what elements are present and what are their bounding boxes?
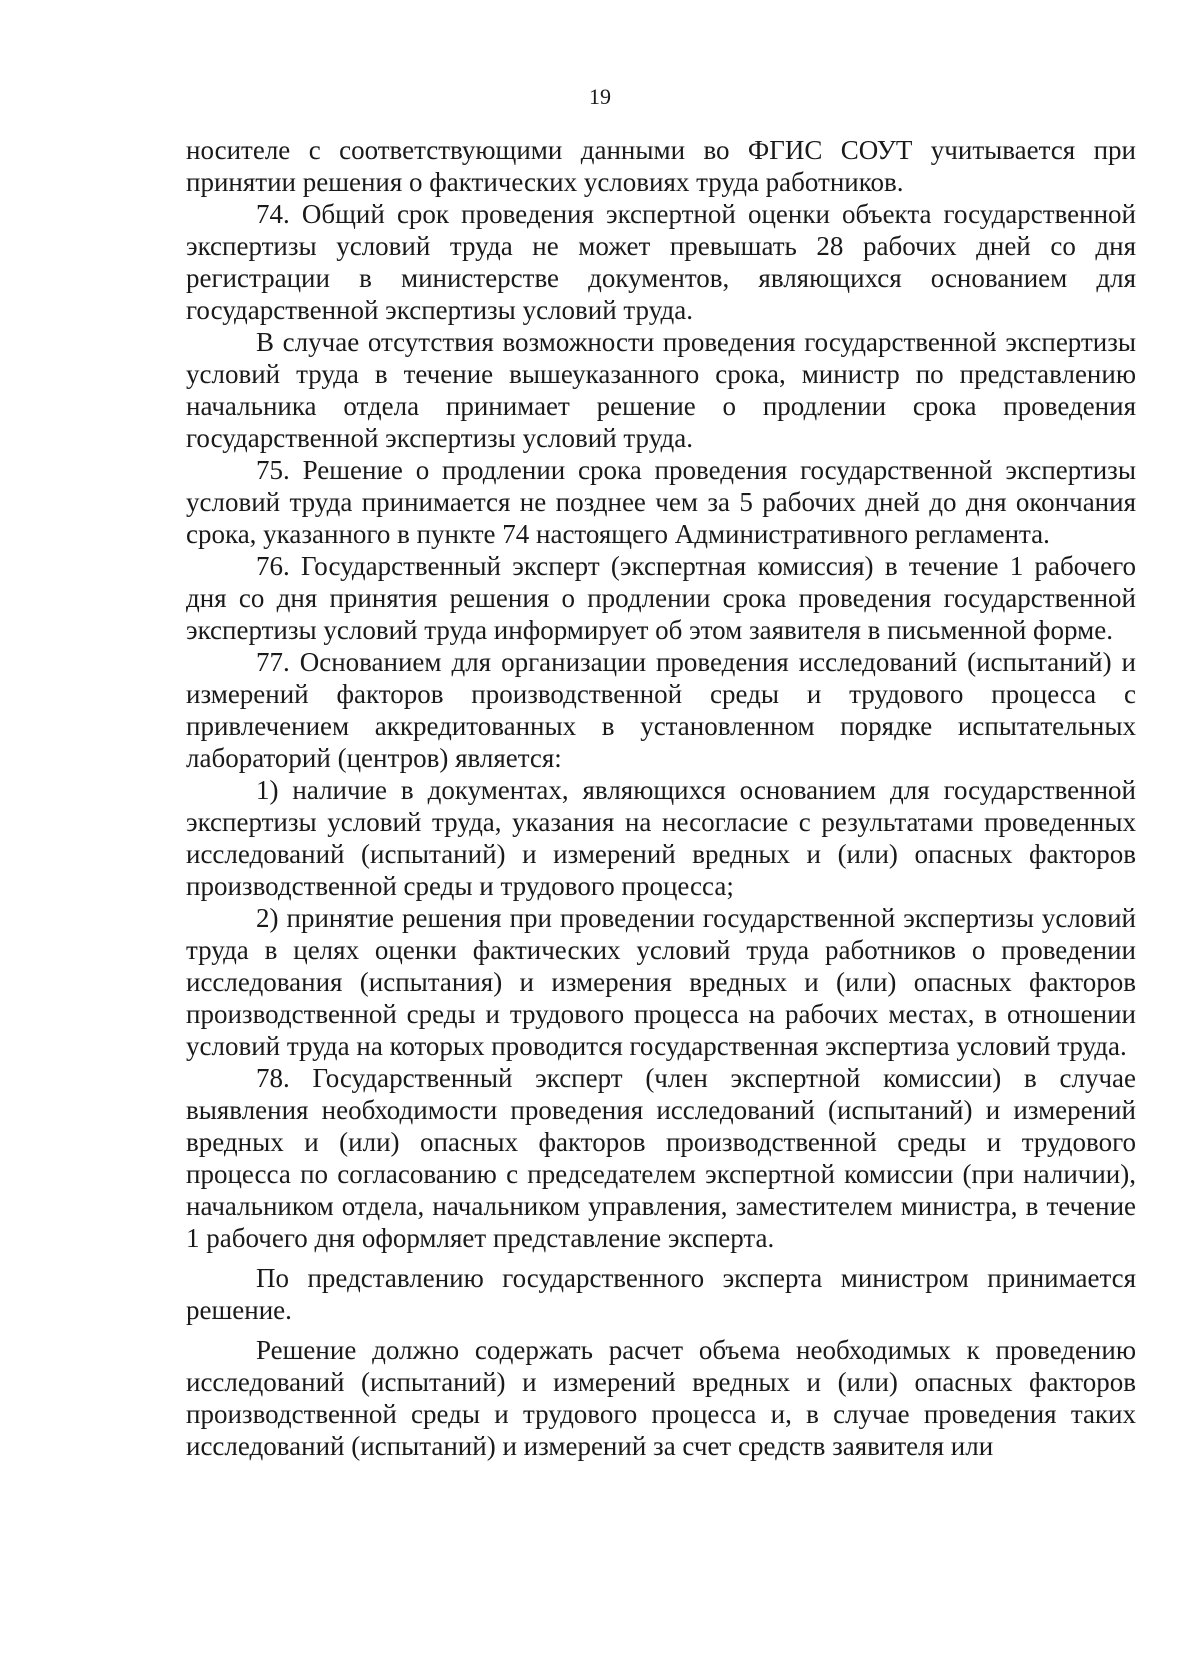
- paragraph-75: 75. Решение о продлении срока проведения государственной экспертизы условий труда принимается не позднее чем за 5 рабочих дней до дня окончания срока, указанного в пункте 74 настоящего Административного регламента.: [186, 455, 1136, 549]
- paragraph-77-item-1: 1) наличие в документах, являющихся основанием для государственной экспертизы условий труда, указания на несогласие с результатами проведенных исследований (испытаний) и измерений вредных и (или) опасных факторов производственной среды и трудового процесса;: [186, 775, 1136, 901]
- paragraph-76: 76. Государственный эксперт (экспертная комиссия) в течение 1 рабочего дня со дня принятия решения о продлении срока проведения государственной экспертизы условий труда информирует об этом заявителя в письменной форме.: [186, 551, 1136, 645]
- paragraph-continuation: носителе с соответствующими данными во ФГИС СОУТ учитывается при принятии решения о фактических условиях труда работников.: [186, 135, 1136, 197]
- document-body: [186, 134, 1136, 1462]
- paragraph-78-decision-content: Решение должно содержать расчет объема необходимых к проведению исследований (испытаний) и измерений вредных и (или) опасных факторов производственной среды и трудового процесса и, в случае проведения таких исследований (испытаний) и измерений за счет средств заявителя или: [186, 1335, 1136, 1461]
- paragraph-77-item-2: 2) принятие решения при проведении государственной экспертизы условий труда в целях оценки фактических условий труда работников о проведении исследования (испытания) и измерения вредных и (или) опасных факторов производственной среды и трудового процесса на рабочих местах, в отношении условий труда на которых проводится государственная экспертиза условий труда.: [186, 903, 1136, 1061]
- paragraph-74: 74. Общий срок проведения экспертной оценки объекта государственной экспертизы условий труда не может превышать 28 рабочих дней со дня регистрации в министерстве документов, являющихся основанием для государственной экспертизы условий труда.: [186, 199, 1136, 325]
- paragraph-77: 77. Основанием для организации проведения исследований (испытаний) и измерений факторов производственной среды и трудового процесса с привлечением аккредитованных в установленном порядке испытательных лабораторий (центров) является:: [186, 647, 1136, 773]
- paragraph-78: 78. Государственный эксперт (член экспертной комиссии) в случае выявления необходимости проведения исследований (испытаний) и измерений вредных и (или) опасных факторов производственной среды и трудового процесса по согласованию с председателем экспертной комиссии (при наличии), начальником отдела, начальником управления, заместителем министра, в течение 1 рабочего дня оформляет представление эксперта.: [186, 1063, 1136, 1253]
- paragraph-74-extension: В случае отсутствия возможности проведения государственной экспертизы условий труда в течение вышеуказанного срока, министр по представлению начальника отдела принимает решение о продлении срока проведения государственной экспертизы условий труда.: [186, 327, 1136, 453]
- page-number: 19: [589, 84, 611, 109]
- paragraph-78-decision: По представлению государственного эксперта министром принимается решение.: [186, 1263, 1136, 1325]
